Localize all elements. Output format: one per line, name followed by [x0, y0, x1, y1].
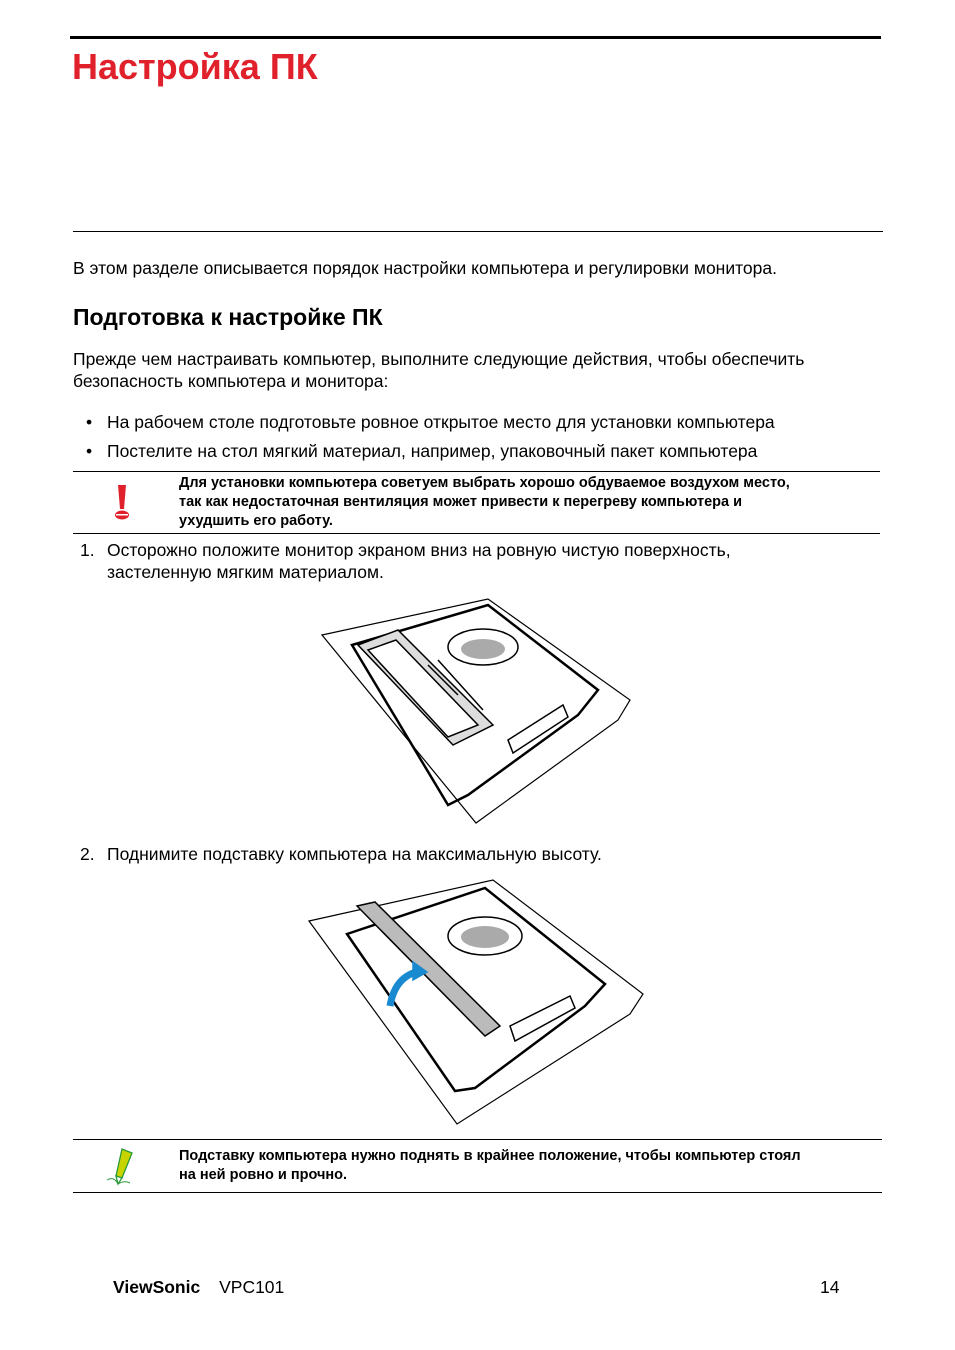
paragraph-line: безопасность компьютера и монитора:	[73, 371, 389, 391]
page-number: 14	[820, 1277, 840, 1297]
note-line: Подставку компьютера нужно поднять в крайнее положение, чтобы компьютер стоял	[179, 1148, 801, 1164]
note-line: ухудшить его работу.	[179, 513, 333, 529]
note-line: так как недостаточная вентиляция может привести к перегреву компьютера и	[179, 494, 743, 510]
note-rule	[73, 533, 880, 534]
monitor-face-down-illustration	[318, 595, 634, 827]
step-text: застеленную мягким материалом.	[107, 562, 384, 582]
note-line: на ней ровно и прочно.	[179, 1167, 348, 1183]
step-1	[80, 539, 731, 583]
note-line: Для установки компьютера советуем выбрать хорошо обдуваемое воздухом место,	[179, 475, 790, 491]
pencil-note-icon	[104, 1146, 138, 1186]
step-text: Осторожно положите монитор экраном вниз на ровную чистую поверхность,	[107, 540, 731, 560]
warning-exclamation-icon	[112, 483, 132, 521]
title-divider	[73, 231, 883, 232]
section-heading: Подготовка к настройке ПК	[73, 304, 383, 330]
raise-stand-illustration	[305, 876, 647, 1128]
bullet-text: Постелите на стол мягкий материал, например, упаковочный пакет компьютера	[107, 441, 758, 461]
note-rule	[73, 471, 880, 472]
tip-note	[179, 1147, 801, 1185]
top-rule	[70, 36, 881, 39]
footer	[113, 1277, 284, 1298]
bullet-item: • На рабочем столе подготовьте ровное открытое место для установки компьютера	[86, 412, 775, 432]
note-rule	[73, 1192, 882, 1193]
note-rule	[73, 1139, 882, 1140]
footer-model: VPC101	[219, 1277, 285, 1297]
warning-note	[179, 474, 790, 531]
bullet-item: • Постелите на стол мягкий материал, например, упаковочный пакет компьютера	[86, 441, 758, 461]
page-title: Настройка ПК	[72, 46, 318, 87]
bullet-text: На рабочем столе подготовьте ровное открытое место для установки компьютера	[107, 412, 775, 432]
paragraph-line: Прежде чем настраивать компьютер, выполните следующие действия, чтобы обеспечить	[73, 349, 805, 369]
footer-brand: ViewSonic	[113, 1277, 201, 1297]
section-paragraph	[73, 348, 804, 392]
step-text: Поднимите подставку компьютера на максимальную высоту.	[107, 844, 602, 864]
step-2	[80, 843, 602, 865]
step-number: 2.	[80, 844, 95, 864]
step-number: 1.	[80, 540, 95, 560]
intro-text: В этом разделе описывается порядок настройки компьютера и регулировки монитора.	[73, 258, 777, 278]
